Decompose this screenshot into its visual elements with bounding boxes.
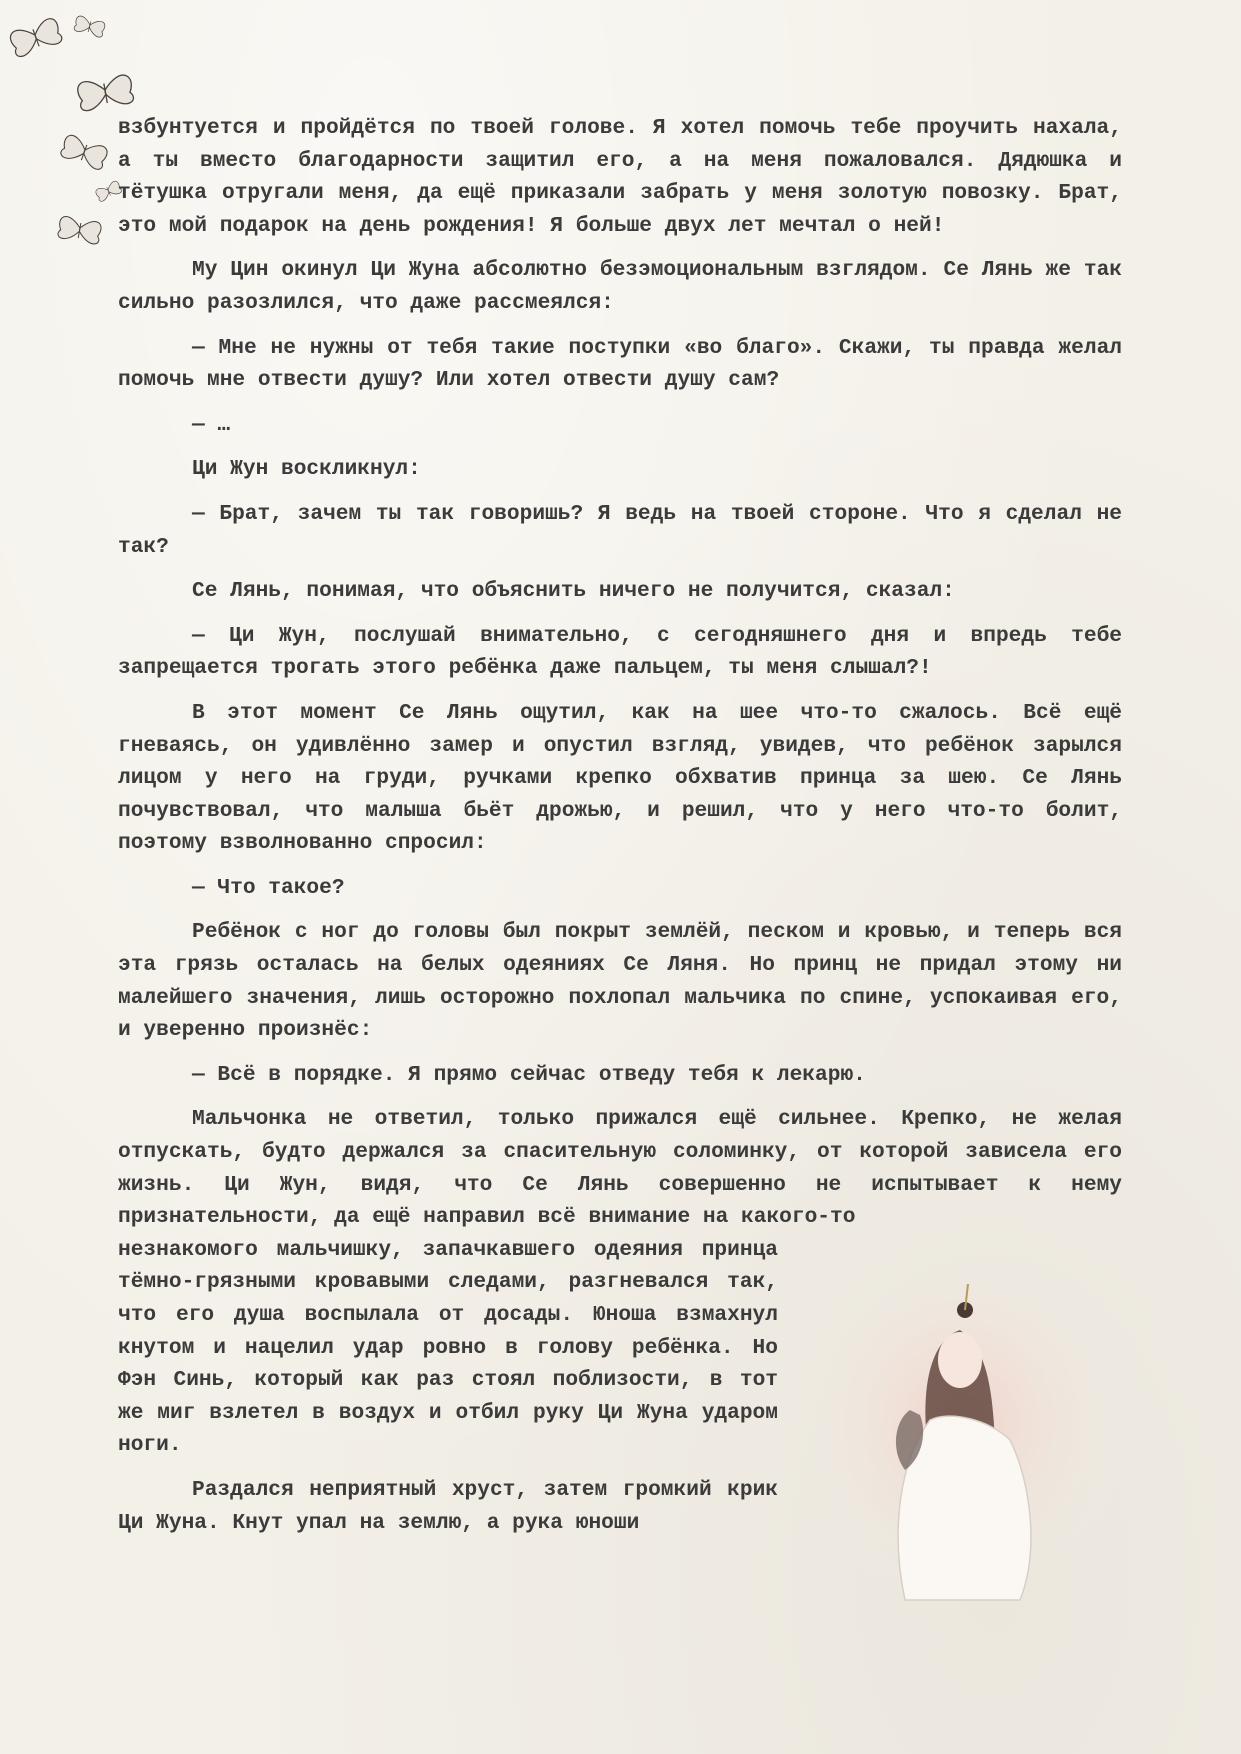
butterfly-icon xyxy=(8,17,63,58)
paragraph: — Ци Жун, послушай внимательно, с сегодняшнего дня и впредь тебе запрещается трогать этого ребёнка даже пальцем, ты меня слышал?! xyxy=(118,623,1122,681)
paragraph: — Брат, зачем ты так говоришь? Я ведь на твоей стороне. Что я сделал не так? xyxy=(118,501,1122,559)
paragraph: — … xyxy=(192,412,231,437)
butterfly-icon xyxy=(59,133,109,170)
paragraph: незнакомого мальчишку, запачкавшего одеяния принца тёмно-грязными кровавыми следами, разгневался так, что его душа воспылала от досады. Юноша взмахнул кнутом и нацелил удар ровно в голову ребёнка. Но Фэн Синь, который как раз стоял поблизости, в тот же миг взлетел в воздух и отбил руку Ци Жуна ударом ноги. xyxy=(118,1237,778,1458)
paragraph: — Что такое? xyxy=(192,875,345,900)
paragraph: Се Лянь, понимая, что объяснить ничего не получится, сказал: xyxy=(192,579,955,604)
butterfly-icon xyxy=(76,74,134,112)
illustration-figure xyxy=(810,1270,1130,1610)
paragraph: Му Цин окинул Ци Жуна абсолютно безэмоциональным взглядом. Се Лянь же так сильно разозлился, что даже рассмеялся: xyxy=(118,258,1122,315)
paragraph: взбунтуется и пройдётся по твоей голове. Я хотел помочь тебе проучить нахала, а ты вместо благодарности защитил его, а на меня пожаловался. Дядюшка и тётушка отругали меня, да ещё приказали забрать у меня золотую повозку. Брат, это мой подарок на день рождения! Я больше двух лет мечтал о ней! xyxy=(118,116,1122,238)
butterfly-icon xyxy=(57,216,102,245)
paragraph: Раздался неприятный хруст, затем громкий крик Ци Жуна. Кнут упал на землю, а рука юноши xyxy=(118,1477,778,1535)
butterfly-icon xyxy=(73,15,106,38)
paragraph: Мальчонка не ответил, только прижался ещё сильнее. Крепко, не желая отпускать, будто держался за спасительную соломинку, от которой зависела его жизнь. Ци Жун, видя, что Се Лянь совершенно не испытывает к нему признательности, да ещё направил всё внимание на какого-то xyxy=(118,1107,1122,1230)
paragraph: — Всё в порядке. Я прямо сейчас отведу тебя к лекарю. xyxy=(192,1062,866,1087)
paragraph: Ци Жун воскликнул: xyxy=(192,457,421,482)
paragraph: — Мне не нужны от тебя такие поступки «во благо». Скажи, ты правда желал помочь мне отвести душу? Или хотел отвести душу сам? xyxy=(118,335,1122,393)
paragraph: В этот момент Се Лянь ощутил, как на шее что-то сжалось. Всё ещё гневаясь, он удивлённо замер и опустил взгляд, увидев, что ребёнок зарылся лицом у него на груди, ручками крепко обхватив принца за шею. Се Лянь почувствовал, что малыша бьёт дрожью, и решил, что у него что-то болит, поэтому взволнованно спросил: xyxy=(118,700,1122,856)
paragraph: Ребёнок с ног до головы был покрыт землёй, песком и кровью, и теперь вся эта грязь осталась на белых одеяниях Се Ляня. Но принц не придал этому ни малейшего значения, лишь осторожно похлопал мальчика по спине, успокаивая его, и уверенно произнёс: xyxy=(118,920,1122,1043)
